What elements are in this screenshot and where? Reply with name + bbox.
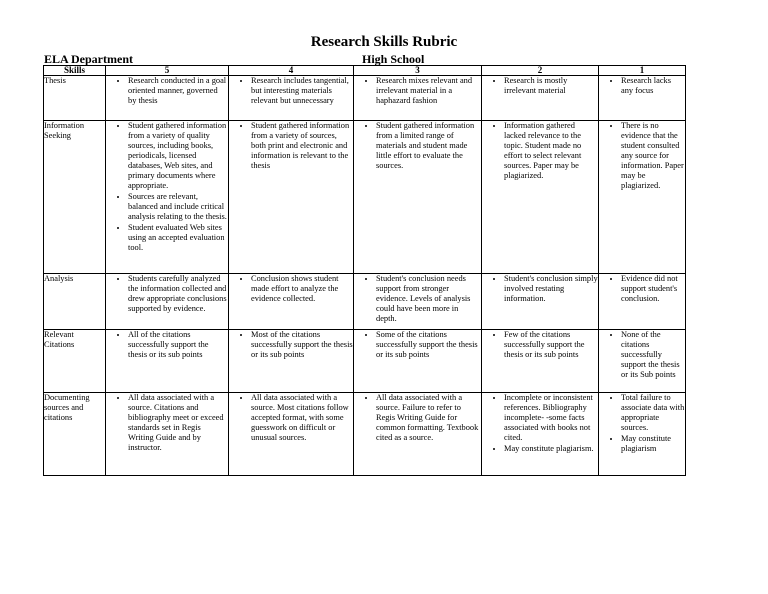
skill-name: Information Seeking <box>44 121 106 274</box>
criterion: • Student gathered information from a variety of sources, both print and electronic and information is relevant to the thesis <box>251 121 353 171</box>
criterion: • There is no evidence that the student consulted any source for information. Paper may be plagiarized. <box>621 121 685 191</box>
score-3-cell <box>354 121 482 274</box>
table-row-information-seeking <box>44 121 686 274</box>
criterion: • All of the citations successfully support the thesis or its sub points <box>128 330 228 360</box>
criterion: • Most of the citations successfully support the thesis or its sub points <box>251 330 353 360</box>
skill-name: Relevant Citations <box>44 330 106 393</box>
score-5-cell <box>106 330 229 393</box>
score-4-cell <box>229 76 354 121</box>
criterion: • Research includes tangential, but interesting materials relevant but unnecessary <box>251 76 353 106</box>
score-1-cell <box>599 274 686 330</box>
criterion: • All data associated with a source. Citations and bibliography meet or exceed standards set in Regis Writing Guide and by instructor. <box>128 393 228 453</box>
score-4-cell <box>229 330 354 393</box>
table-row-thesis <box>44 76 686 121</box>
score-3-cell <box>354 274 482 330</box>
column-header-3: 3 <box>354 66 482 76</box>
column-header-5: 5 <box>106 66 229 76</box>
skill-name: Documenting sources and citations <box>44 393 106 476</box>
table-row-documenting-sources <box>44 393 686 476</box>
criterion: • None of the citations successfully support the thesis or its Sub points <box>621 330 685 380</box>
score-3-cell <box>354 76 482 121</box>
score-2-cell <box>482 121 599 274</box>
score-3-cell <box>354 393 482 476</box>
criterion: • Conclusion shows student made effort to analyze the evidence collected. <box>251 274 353 304</box>
criterion: • Some of the citations successfully support the thesis or its sub points <box>376 330 481 360</box>
criterion: • Students carefully analyzed the information collected and drew appropriate conclusions supported by evidence. <box>128 274 228 314</box>
criterion: • Evidence did not support student's conclusion. <box>621 274 685 304</box>
school-label: High School <box>362 52 425 66</box>
table-row-analysis <box>44 274 686 330</box>
criterion: • Sources are relevant, balanced and include critical analysis relating to the thesis. <box>128 192 228 222</box>
criterion: • Few of the citations successfully support the thesis or its sub points <box>504 330 598 360</box>
page-title: Research Skills Rubric <box>310 34 458 50</box>
criterion: • Student's conclusion needs support from stronger evidence. Levels of analysis could have been more in depth. <box>376 274 481 324</box>
score-2-cell <box>482 274 599 330</box>
skill-name: Analysis <box>44 274 106 330</box>
criterion: • Student evaluated Web sites using an accepted evaluation tool. <box>128 223 228 253</box>
score-5-cell <box>106 274 229 330</box>
criterion: • Total failure to associate data with appropriate sources. <box>621 393 685 433</box>
score-1-cell <box>599 76 686 121</box>
header-row <box>44 66 686 76</box>
score-1-cell <box>599 121 686 274</box>
criterion: • All data associated with a source. Most citations follow accepted format, with some guesswork on difficult or unusual sources. <box>251 393 353 443</box>
score-1-cell <box>599 393 686 476</box>
score-3-cell <box>354 330 482 393</box>
rubric-table <box>43 65 686 476</box>
column-header-skills: Skills <box>44 66 106 76</box>
criterion: • Student gathered information from a limited range of materials and student made little effort to evaluate the sources. <box>376 121 481 171</box>
score-4-cell <box>229 274 354 330</box>
score-5-cell <box>106 76 229 121</box>
criterion: • Student gathered information from a variety of quality sources, including books, periodicals, licensed databases, Web sites, and primary documents where appropriate. <box>128 121 228 191</box>
criterion: • All data associated with a source. Failure to refer to Regis Writing Guide for common formatting. Textbook cited as a source. <box>376 393 481 443</box>
score-4-cell <box>229 121 354 274</box>
column-header-1: 1 <box>599 66 686 76</box>
score-2-cell <box>482 330 599 393</box>
criterion: • Research mixes relevant and irrelevant material in a haphazard fashion <box>376 76 481 106</box>
score-1-cell <box>599 330 686 393</box>
column-header-2: 2 <box>482 66 599 76</box>
criterion: • Incomplete or inconsistent references. Bibliography incomplete- -some facts associated with books not cited. <box>504 393 598 443</box>
criterion: • Research lacks any focus <box>621 76 685 96</box>
score-2-cell <box>482 393 599 476</box>
skill-name: Thesis <box>44 76 106 121</box>
score-2-cell <box>482 76 599 121</box>
score-4-cell <box>229 393 354 476</box>
criterion: • Research conducted in a goal oriented manner, governed by thesis <box>128 76 228 106</box>
criterion: • May constitute plagiarism. <box>504 444 598 454</box>
score-5-cell <box>106 121 229 274</box>
criterion: • Research is mostly irrelevant material <box>504 76 598 96</box>
criterion: • May constitute plagiarism <box>621 434 685 454</box>
criterion: • Student's conclusion simply involved restating information. <box>504 274 598 304</box>
score-5-cell <box>106 393 229 476</box>
department-label: ELA Department <box>44 52 133 66</box>
criterion: • Information gathered lacked relevance to the topic. Student made no effort to select relevant sources. Paper may be plagiarized. <box>504 121 598 181</box>
column-header-4: 4 <box>229 66 354 76</box>
table-row-relevant-citations <box>44 330 686 393</box>
